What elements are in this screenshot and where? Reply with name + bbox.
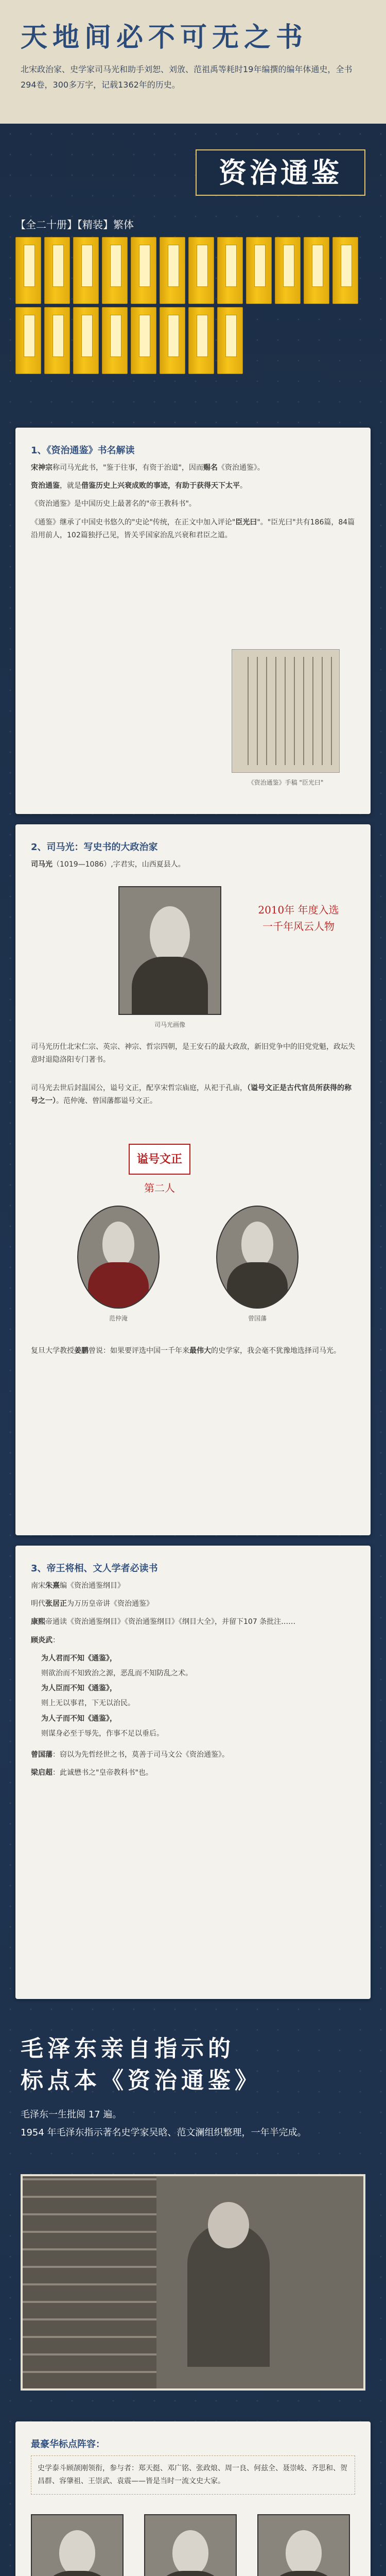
quote-line: 则欲治而不知致治之源，恶乱而不知防乱之术。 bbox=[41, 1669, 192, 1677]
book-volume bbox=[246, 237, 272, 304]
section-3-card bbox=[15, 1546, 371, 1999]
mao-photo bbox=[21, 2174, 365, 2391]
mao-heading-1: 毛泽东亲自指示的 bbox=[21, 2036, 235, 2062]
hero bbox=[0, 129, 386, 417]
paragraph: 司马光去世后封温国公，谥号文正，配享宋哲宗庙庭，从祀于孔庙，（谥号文正是古代官员所获得的称号之一）。范仲淹、曾国藩都谥号文正。 bbox=[31, 1084, 352, 1106]
fan-zhongyan-portrait bbox=[77, 1206, 160, 1309]
quote-line: 则谋身必至于辱先，作事不足以垂后。 bbox=[41, 1729, 164, 1738]
title-seal: 谥号文正 bbox=[129, 1144, 190, 1175]
book-volume bbox=[15, 237, 41, 304]
book-volume bbox=[217, 237, 243, 304]
book-volume bbox=[188, 307, 214, 374]
book-volume bbox=[131, 237, 156, 304]
mao-section bbox=[0, 2020, 386, 2411]
scholar-portrait bbox=[31, 2514, 124, 2576]
book-volume bbox=[73, 307, 99, 374]
paragraph: 《资治通鉴》是中国历史上最著名的"帝王教科书"。 bbox=[31, 500, 196, 509]
mao-heading-2: 标点本《资治通鉴》 bbox=[21, 2067, 261, 2094]
quote-line: 为人臣而不知《通鉴》， bbox=[41, 1684, 117, 1693]
book-volume bbox=[217, 307, 243, 374]
scholars-heading: 最豪华标点阵容： bbox=[31, 2439, 105, 2450]
award-badge: 2010年 年度入选 一千年风云人物 bbox=[258, 904, 339, 933]
paragraph: 司马光历仕北宋仁宗、英宗、神宗、哲宗四朝，是王安石的最大政敌，新旧党争中的旧党党魁，政坛失意时退隐洛阳专门著书。 bbox=[31, 1043, 355, 1064]
section-2-card bbox=[15, 824, 371, 1535]
quote-line: 为人君而不知《通鉴》， bbox=[41, 1654, 117, 1663]
book-volume bbox=[332, 237, 358, 304]
portrait-caption: 司马光画像 bbox=[154, 1021, 185, 1028]
scholars-card bbox=[15, 2421, 371, 2576]
book-volume bbox=[102, 307, 128, 374]
right-caption: 曾国藩 bbox=[248, 1315, 267, 1322]
emperor-name: 宋神宗 bbox=[31, 464, 52, 472]
seal-subtitle: 第二人 bbox=[144, 1182, 175, 1194]
scholar-portrait bbox=[144, 2514, 237, 2576]
quote-line: 为人子而不知《通鉴》， bbox=[41, 1714, 117, 1723]
paragraph: 南宋朱熹编《资治通鉴纲目》 bbox=[31, 1582, 125, 1590]
paragraph: 明代张居正为万历皇帝讲《资治通鉴》 bbox=[31, 1600, 153, 1608]
paragraph: 顾炎武： bbox=[31, 1636, 60, 1645]
paragraph: 司马光（1019—1086）,字君实，山西夏县人。 bbox=[31, 860, 185, 869]
book-volume bbox=[275, 237, 301, 304]
section-2-heading: 2、司马光：写史书的大政治家 bbox=[31, 842, 158, 853]
book-volume bbox=[188, 237, 214, 304]
header bbox=[0, 0, 386, 124]
sima-guang-portrait bbox=[118, 886, 221, 1015]
books-stack bbox=[15, 237, 371, 374]
book-volume bbox=[160, 237, 185, 304]
book-volume bbox=[102, 237, 128, 304]
paragraph: 复旦大学教授姜鹏曾说：如果要评选中国一千年来最伟大的史学家，我会毫不犹豫地选择司马光。 bbox=[31, 1347, 341, 1355]
mao-text-1: 毛泽东一生批阅 17 遍。 bbox=[21, 2109, 122, 2120]
book-volume bbox=[131, 307, 156, 374]
manuscript-image bbox=[232, 649, 340, 773]
section-1-card bbox=[15, 428, 371, 814]
book-title: 资治通鉴 bbox=[219, 156, 342, 189]
headline: 天地间必不可无之书 bbox=[21, 22, 308, 53]
scholars-text: 史学泰斗顾颉刚领衔，参与者：郑天挺、邓广铭、张政烺、周一良、何兹全、聂崇岐、齐思和、贺昌群、容肇祖、王崇武、袁震——皆是当时一流文史大家。 bbox=[31, 2455, 355, 2495]
paragraph: 曾国藩：窃以为先哲经世之书，莫善于司马文公《资治通鉴》。 bbox=[31, 1750, 229, 1759]
quote-line: 则上无以事君，下无以治民。 bbox=[41, 1699, 135, 1708]
mao-text-2: 1954 年毛泽东指示著名史学家吴晗、范文澜组织整理，一年半完成。 bbox=[21, 2127, 307, 2138]
book-volume bbox=[304, 237, 329, 304]
title-plate bbox=[196, 149, 365, 196]
intro-text: 北宋政治家、史学家司马光和助手刘恕、刘攽、范祖禹等耗时19年编撰的编年体通史，全书294卷，300多万字，记载1362年的历史。 bbox=[21, 64, 353, 90]
book-volume bbox=[44, 237, 70, 304]
quote-block bbox=[31, 1652, 355, 1740]
section-1-heading: 1、《资治通鉴》书名解读 bbox=[31, 445, 135, 456]
book-volume bbox=[15, 307, 41, 374]
paragraph: 康熙帝通读《资治通鉴纲目》《资治通鉴纲目》《纲目大全》，并留下107 条批注…… bbox=[31, 1618, 296, 1626]
book-volume bbox=[73, 237, 99, 304]
left-caption: 范仲淹 bbox=[109, 1315, 128, 1322]
manuscript-caption: 《资治通鉴》手稿 "臣光曰" bbox=[248, 779, 324, 786]
format-text: 【全二十册】【精装】繁体 bbox=[15, 218, 134, 231]
book-volume bbox=[44, 307, 70, 374]
paragraph: 宋神宗称司马光此书，"鉴于往事，有资于治道"，因而赐名《资治通鉴》。 bbox=[31, 464, 265, 472]
zeng-guofan-portrait bbox=[216, 1206, 299, 1309]
scholar-portrait bbox=[257, 2514, 350, 2576]
section-3-heading: 3、帝王将相、文人学者必读书 bbox=[31, 1563, 158, 1574]
paragraph: 《通鉴》继承了中国史书悠久的"史论"传统，在正文中加入评论"臣光曰"。"臣光曰"共有186篇，84篇沿用前人，102篇独抒己见，皆关乎国家治乱兴衰和君臣之道。 bbox=[31, 518, 355, 539]
paragraph: 梁启超：此诚懋书之"皇帝教科书"也。 bbox=[31, 1769, 153, 1777]
book-volume bbox=[160, 307, 185, 374]
paragraph: 资治通鉴，就是借鉴历史上兴衰成败的事迹，有助于获得天下太平。 bbox=[31, 482, 247, 490]
